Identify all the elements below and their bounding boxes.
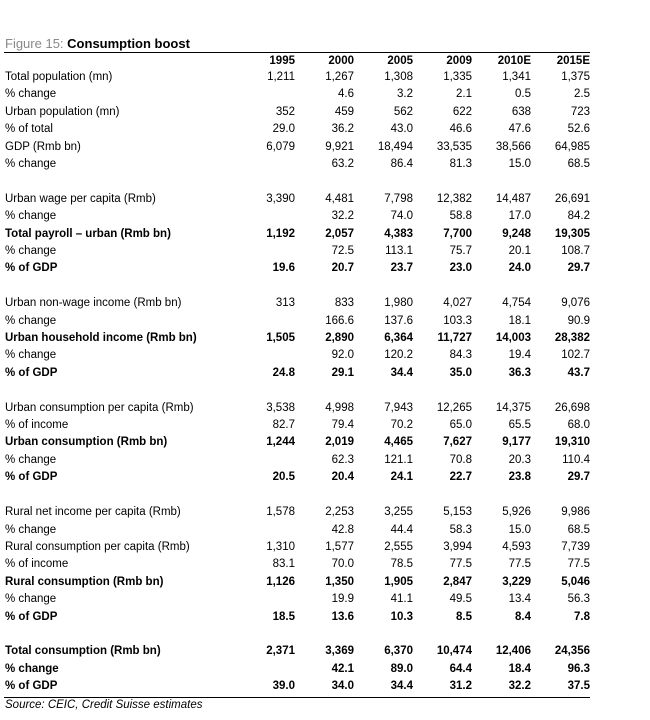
table-cell: 70.8 xyxy=(449,453,472,466)
row-label: Urban consumption (Rmb bn) xyxy=(5,436,168,449)
table-cell: 121.1 xyxy=(384,453,413,466)
consumption-table xyxy=(4,53,590,696)
table-cell: 43.0 xyxy=(390,123,413,136)
section-spacer xyxy=(4,173,590,190)
column-header: 2000 xyxy=(328,55,354,67)
column-header: 2009 xyxy=(446,55,472,67)
table-cell: 5,926 xyxy=(502,506,531,519)
table-cell: 23.7 xyxy=(390,262,413,275)
table-cell: 43.7 xyxy=(567,366,590,379)
table-row xyxy=(4,191,590,208)
table-cell: 723 xyxy=(570,105,590,118)
table-cell: 1,578 xyxy=(266,506,295,519)
table-cell: 65.5 xyxy=(508,419,531,432)
table-cell: 9,177 xyxy=(502,436,531,449)
table-cell: 108.7 xyxy=(561,245,590,258)
table-cell xyxy=(236,522,295,539)
table-cell: 83.1 xyxy=(272,558,295,571)
table-cell: 2,057 xyxy=(325,227,354,240)
table-cell: 1,126 xyxy=(266,575,295,588)
figure-title xyxy=(4,36,590,52)
table-cell: 8.4 xyxy=(515,610,531,623)
table-cell: 459 xyxy=(334,105,354,118)
table-cell: 68.5 xyxy=(567,523,590,536)
table-cell: 4,593 xyxy=(502,540,531,553)
spacer-cell xyxy=(4,626,590,643)
table-cell: 4.6 xyxy=(338,88,354,101)
row-label: % change xyxy=(5,210,57,223)
table-cell: 2,847 xyxy=(443,575,472,588)
row-label: % of income xyxy=(5,558,69,571)
table-cell: 7,798 xyxy=(384,192,413,205)
table-cell: 68.0 xyxy=(567,419,590,432)
table-cell: 20.4 xyxy=(331,471,354,484)
table-cell: 14,003 xyxy=(495,332,531,345)
spacer-cell xyxy=(4,173,590,190)
table-cell: 20.3 xyxy=(508,453,531,466)
table-cell: 1,375 xyxy=(561,71,590,83)
table-cell: 17.0 xyxy=(508,210,531,223)
table-cell: 14,375 xyxy=(495,401,531,414)
table-cell: 18,494 xyxy=(377,140,413,153)
table-row xyxy=(4,243,590,260)
table-row xyxy=(4,226,590,243)
table-row xyxy=(4,208,590,225)
table-cell: 11,727 xyxy=(437,332,472,345)
table-cell: 92.0 xyxy=(331,349,354,362)
table-cell: 63.2 xyxy=(331,158,354,171)
row-label: Rural net income per capita (Rmb) xyxy=(5,506,181,519)
table-cell: 75.7 xyxy=(449,245,472,258)
section-spacer xyxy=(4,382,590,399)
table-cell: 86.4 xyxy=(390,158,413,171)
table-cell: 19.6 xyxy=(272,262,295,275)
table-cell: 7,739 xyxy=(561,540,590,553)
table-cell: 1,905 xyxy=(384,575,413,588)
row-label: % of GDP xyxy=(5,366,58,379)
table-cell: 1,577 xyxy=(325,540,354,553)
row-label: % of GDP xyxy=(5,262,58,275)
table-cell xyxy=(236,591,295,608)
table-cell: 90.9 xyxy=(567,314,590,327)
table-cell: 32.2 xyxy=(508,680,531,693)
table-cell: 35.0 xyxy=(449,366,472,379)
table-cell: 3,994 xyxy=(443,540,472,553)
table-row xyxy=(4,574,590,591)
table-cell: 2.5 xyxy=(574,88,590,101)
table-cell: 2,019 xyxy=(325,436,354,449)
table-row xyxy=(4,365,590,382)
table-cell xyxy=(236,661,295,678)
row-label: Urban consumption per capita (Rmb) xyxy=(5,401,194,414)
table-cell: 1,341 xyxy=(502,71,531,83)
column-header: 2005 xyxy=(387,55,413,67)
row-label: GDP (Rmb bn) xyxy=(5,140,81,153)
row-label: % of income xyxy=(5,419,69,432)
table-cell: 33,535 xyxy=(436,140,472,153)
source-note: Source: CEIC, Credit Suisse estimates xyxy=(5,698,203,711)
table-cell: 3,369 xyxy=(325,645,354,658)
row-label: Rural consumption per capita (Rmb) xyxy=(5,540,190,553)
table-cell: 20.5 xyxy=(272,471,295,484)
table-cell: 23.0 xyxy=(449,262,472,275)
table-cell: 89.0 xyxy=(390,662,413,675)
table-row xyxy=(4,434,590,451)
table-cell: 1,980 xyxy=(384,297,413,310)
header-label-cell xyxy=(4,53,236,69)
table-row xyxy=(4,260,590,277)
table-cell: 9,986 xyxy=(561,506,590,519)
table-row xyxy=(4,156,590,173)
row-label: % change xyxy=(5,314,57,327)
table-cell: 58.3 xyxy=(449,523,472,536)
table-cell: 137.6 xyxy=(384,314,413,327)
row-label: % change xyxy=(5,158,57,171)
table-cell: 2,555 xyxy=(384,540,413,553)
table-cell: 44.4 xyxy=(390,523,413,536)
row-label: % of GDP xyxy=(5,680,58,693)
table-cell: 833 xyxy=(334,297,354,310)
table-cell: 1,244 xyxy=(266,436,295,449)
table-cell: 1,192 xyxy=(266,227,295,240)
table-cell: 3,538 xyxy=(266,401,295,414)
table-cell: 77.5 xyxy=(567,558,590,571)
table-cell: 113.1 xyxy=(385,245,413,258)
table-cell xyxy=(236,208,295,225)
table-cell: 166.6 xyxy=(325,314,354,327)
table-cell: 638 xyxy=(511,105,531,118)
row-label: Total payroll – urban (Rmb bn) xyxy=(5,227,171,240)
table-cell: 49.5 xyxy=(449,593,472,606)
row-label: % of GDP xyxy=(5,471,58,484)
table-cell: 38,566 xyxy=(495,140,531,153)
table-cell: 26,691 xyxy=(554,192,590,205)
table-row xyxy=(4,591,590,608)
spacer-cell xyxy=(4,487,590,504)
table-cell: 58.8 xyxy=(449,210,472,223)
table-cell: 15.0 xyxy=(508,523,531,536)
table-cell: 5,046 xyxy=(561,575,590,588)
table-cell: 562 xyxy=(393,105,413,118)
table-cell: 4,481 xyxy=(325,192,354,205)
table-row xyxy=(4,69,590,86)
table-cell: 24.8 xyxy=(272,366,295,379)
table-cell: 18.1 xyxy=(508,314,531,327)
table-cell: 29.7 xyxy=(567,471,590,484)
table-cell: 110.4 xyxy=(562,453,590,466)
table-cell: 79.4 xyxy=(331,419,354,432)
table-cell: 46.6 xyxy=(449,123,472,136)
table-cell: 64,985 xyxy=(554,140,590,153)
figure-label: Figure 15: xyxy=(5,36,64,51)
table-cell: 4,754 xyxy=(502,297,531,310)
column-header: 2010E xyxy=(497,55,531,67)
table-row xyxy=(4,295,590,312)
table-row xyxy=(4,313,590,330)
table-cell: 19.9 xyxy=(331,593,354,606)
table-cell: 26,698 xyxy=(554,401,590,414)
table-row xyxy=(4,556,590,573)
table-cell: 65.0 xyxy=(449,419,472,432)
table-cell: 20.1 xyxy=(508,245,531,258)
table-cell: 39.0 xyxy=(272,680,295,693)
table-row xyxy=(4,643,590,660)
table-cell: 42.8 xyxy=(331,523,354,536)
table-cell: 4,383 xyxy=(384,227,413,240)
table-row xyxy=(4,678,590,695)
table-cell: 7.8 xyxy=(574,610,590,623)
row-label: % change xyxy=(5,453,57,466)
table-cell: 34.0 xyxy=(331,680,354,693)
section-spacer xyxy=(4,278,590,295)
spacer-cell xyxy=(4,382,590,399)
table-cell: 77.5 xyxy=(508,558,531,571)
table-body xyxy=(4,69,590,696)
table-cell: 1,308 xyxy=(384,71,413,83)
table-row xyxy=(4,609,590,626)
table-row xyxy=(4,104,590,121)
table-cell: 7,700 xyxy=(443,227,472,240)
table-row xyxy=(4,504,590,521)
table-cell: 96.3 xyxy=(567,662,590,675)
table-cell: 19,310 xyxy=(554,436,590,449)
row-label: % of GDP xyxy=(5,610,58,623)
column-header: 2015E xyxy=(556,55,590,67)
table-cell: 41.1 xyxy=(390,593,413,606)
table-cell: 72.5 xyxy=(331,245,354,258)
table-cell: 34.4 xyxy=(390,680,413,693)
row-label: % change xyxy=(5,349,57,362)
table-cell: 68.5 xyxy=(567,158,590,171)
table-cell: 6,370 xyxy=(384,645,413,658)
table-cell: 1,335 xyxy=(443,71,472,83)
table-cell: 10.3 xyxy=(390,610,413,623)
table-cell: 24.1 xyxy=(390,471,413,484)
table-cell: 64.4 xyxy=(449,662,472,675)
table-cell: 2,253 xyxy=(325,506,354,519)
table-cell: 84.3 xyxy=(449,349,472,362)
table-cell: 34.4 xyxy=(390,366,413,379)
figure xyxy=(4,36,590,713)
spacer-cell xyxy=(4,278,590,295)
table-cell: 7,627 xyxy=(443,436,472,449)
row-label: Total consumption (Rmb bn) xyxy=(5,645,161,658)
row-label: Total population (mn) xyxy=(5,71,113,83)
table-cell: 32.2 xyxy=(331,210,354,223)
table-cell: 12,265 xyxy=(436,401,472,414)
table-cell: 6,364 xyxy=(384,332,413,345)
table-cell: 3,390 xyxy=(266,192,295,205)
table-cell: 81.3 xyxy=(449,158,472,171)
table-cell: 8.5 xyxy=(456,610,472,623)
row-label: % change xyxy=(5,88,57,101)
table-cell: 24.0 xyxy=(508,262,531,275)
table-cell xyxy=(236,156,295,173)
table-cell: 84.2 xyxy=(567,210,590,223)
section-spacer xyxy=(4,626,590,643)
table-cell: 18.4 xyxy=(508,662,531,675)
table-cell: 42.1 xyxy=(331,662,354,675)
table-cell: 4,027 xyxy=(443,297,472,310)
table-cell: 10,474 xyxy=(436,645,472,658)
table-cell: 36.2 xyxy=(331,123,354,136)
table-row xyxy=(4,452,590,469)
table-cell: 0.5 xyxy=(515,88,531,101)
table-cell: 31.2 xyxy=(449,680,472,693)
table-cell: 6,079 xyxy=(266,140,295,153)
table-cell: 120.2 xyxy=(384,349,413,362)
table-row xyxy=(4,86,590,103)
table-cell: 1,505 xyxy=(266,332,295,345)
table-cell: 29.0 xyxy=(272,123,295,136)
table-cell xyxy=(236,243,295,260)
table-cell: 622 xyxy=(452,105,472,118)
row-label: Urban non-wage income (Rmb bn) xyxy=(5,297,182,310)
table-cell: 3.2 xyxy=(397,88,413,101)
table-cell: 19.4 xyxy=(508,349,531,362)
row-label: Urban wage per capita (Rmb) xyxy=(5,192,156,205)
table-cell: 56.3 xyxy=(567,593,590,606)
row-label: Rural consumption (Rmb bn) xyxy=(5,575,164,588)
table-cell: 22.7 xyxy=(449,471,472,484)
table-cell xyxy=(236,313,295,330)
header-row xyxy=(4,53,590,69)
table-cell: 13.6 xyxy=(331,610,354,623)
table-cell: 18.5 xyxy=(272,610,295,623)
row-label: % of total xyxy=(5,123,53,136)
table-cell: 70.0 xyxy=(331,558,354,571)
table-cell: 3,229 xyxy=(502,575,531,588)
table-cell: 36.3 xyxy=(508,366,531,379)
table-cell: 1,310 xyxy=(266,540,295,553)
row-label: % change xyxy=(5,245,57,258)
table-cell: 62.3 xyxy=(331,453,354,466)
table-cell: 7,943 xyxy=(384,401,413,414)
table-cell: 29.1 xyxy=(331,366,354,379)
row-label: % change xyxy=(5,523,57,536)
table-row xyxy=(4,469,590,486)
table-cell: 102.7 xyxy=(561,349,590,362)
table-cell: 23.8 xyxy=(508,471,531,484)
table-cell: 82.7 xyxy=(272,419,295,432)
table-cell: 20.7 xyxy=(331,262,354,275)
table-cell: 70.2 xyxy=(390,419,413,432)
table-row xyxy=(4,121,590,138)
table-cell: 77.5 xyxy=(449,558,472,571)
row-label: Urban population (mn) xyxy=(5,105,120,118)
table-row xyxy=(4,330,590,347)
table-cell: 15.0 xyxy=(508,158,531,171)
table-row xyxy=(4,661,590,678)
section-spacer xyxy=(4,487,590,504)
table-cell: 24,356 xyxy=(554,645,590,658)
table-cell: 4,465 xyxy=(384,436,413,449)
table-cell xyxy=(236,452,295,469)
table-cell: 1,267 xyxy=(325,71,354,83)
row-label: % change xyxy=(5,662,59,675)
table-cell: 313 xyxy=(275,297,295,310)
table-cell: 37.5 xyxy=(567,680,590,693)
table-row xyxy=(4,417,590,434)
figure-title-text: Consumption boost xyxy=(67,36,190,51)
table-cell: 3,255 xyxy=(384,506,413,519)
table-row xyxy=(4,400,590,417)
table-cell: 19,305 xyxy=(554,227,590,240)
table-cell xyxy=(236,86,295,103)
table-cell: 5,153 xyxy=(443,506,472,519)
table-row xyxy=(4,139,590,156)
table-cell: 12,382 xyxy=(436,192,472,205)
table-cell: 28,382 xyxy=(554,332,590,345)
table-cell: 1,350 xyxy=(325,575,354,588)
table-row xyxy=(4,347,590,364)
table-cell: 47.6 xyxy=(508,123,531,136)
table-cell: 78.5 xyxy=(390,558,413,571)
table-cell: 352 xyxy=(275,105,295,118)
table-cell xyxy=(236,347,295,364)
table-cell: 1,211 xyxy=(267,71,295,83)
table-cell: 12,406 xyxy=(495,645,531,658)
row-label: % change xyxy=(5,593,57,606)
column-header: 1995 xyxy=(269,55,295,67)
table-cell: 74.0 xyxy=(390,210,413,223)
table-cell: 13.4 xyxy=(508,593,531,606)
row-label: Urban household income (Rmb bn) xyxy=(5,332,197,345)
table-cell: 52.6 xyxy=(567,123,590,136)
table-cell: 2.1 xyxy=(456,88,472,101)
table-row xyxy=(4,539,590,556)
table-cell: 29.7 xyxy=(567,262,590,275)
table-row xyxy=(4,522,590,539)
table-cell: 2,890 xyxy=(325,332,354,345)
table-cell: 9,076 xyxy=(561,297,590,310)
table-cell: 9,248 xyxy=(502,227,531,240)
table-cell: 4,998 xyxy=(325,401,354,414)
table-cell: 9,921 xyxy=(325,140,354,153)
table-cell: 14,487 xyxy=(495,192,531,205)
table-cell: 2,371 xyxy=(266,645,295,658)
table-cell: 103.3 xyxy=(443,314,472,327)
